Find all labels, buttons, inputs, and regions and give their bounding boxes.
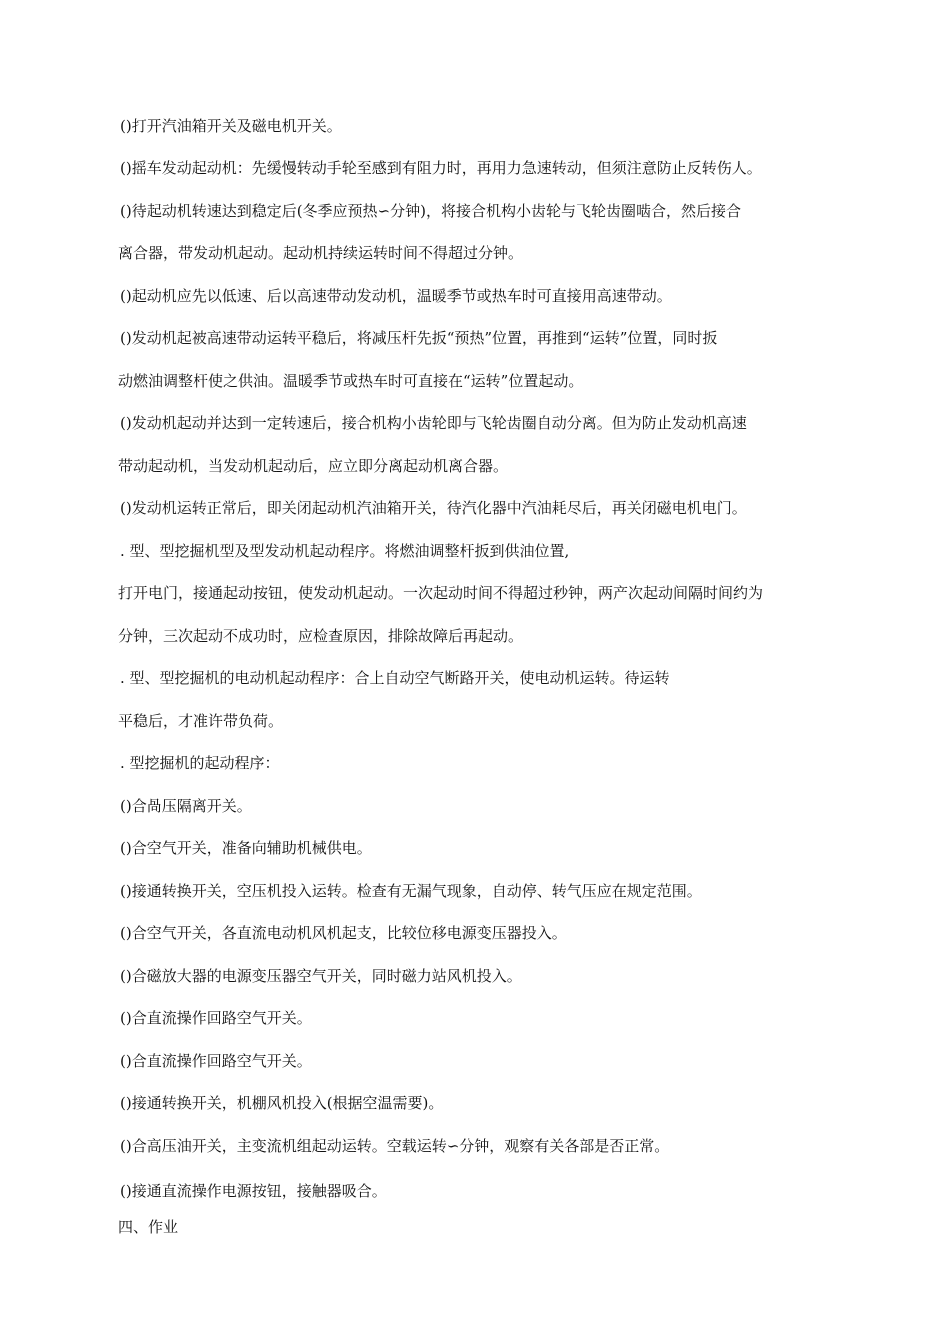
step-line: ()合咼压隔离开关。 [120, 797, 252, 815]
step-line: ()发动机起动并达到一定转速后，接合机构小齿轮即与飞轮齿圈自动分离。但为防止发动机高速 [120, 414, 747, 432]
step-line: ()合直流操作回路空气开关。 [120, 1052, 312, 1070]
step-line: ()发动机起被高速带动运转平稳后，将减压杆先扳“预热”位置，再推到“运转”位置，同时扳 [120, 329, 718, 347]
step-line: ()打开汽油箱开关及磁电机开关。 [120, 117, 342, 135]
step-line: ()起动机应先以低速、后以高速带动发动机，温暖季节或热车时可直接用高速带动。 [120, 287, 672, 305]
step-line: ()摇车发动起动机：先缓慢转动手轮至感到有阻力时，再用力急速转动，但须注意防止反转伤人。 [120, 159, 762, 177]
continuation-line: 离合器，带发动机起动。起动机持续运转时间不得超过分钟。 [118, 244, 524, 262]
step-line: ()合空气开关，准备向辅助机械供电。 [120, 839, 372, 857]
continuation-line: 分钟，三次起动不成功时，应检查原因，排除故障后再起动。 [118, 627, 524, 645]
continuation-line: 动燃油调整杆使之供油。温暖季节或热车时可直接在“运转”位置起动。 [118, 372, 584, 390]
section-line: . 型、型挖掘机的电动机起动程序：合上自动空气断路开关，使电动机运转。待运转 [120, 669, 670, 687]
section-line: . 型、型挖掘机型及型发动机起动程序。将燃油调整杆扳到供油位置, [120, 542, 570, 560]
step-line: ()待起动机转速达到稳定后(冬季应预热∽分钟)，将接合机构小齿轮与飞轮齿圈啮合，然后接合 [120, 202, 741, 220]
step-line: ()接通转换开关，机棚风机投入(根据空温需要)。 [120, 1094, 444, 1112]
step-line: ()合高压油开关，主变流机组起动运转。空载运转∽分钟，观察有关各部是否正常。 [120, 1137, 670, 1155]
step-line: ()合磁放大器的电源变压器空气开关，同时磁力站风机投入。 [120, 967, 522, 985]
step-line: ()合直流操作回路空气开关。 [120, 1009, 312, 1027]
continuation-line: 平稳后，才准许带负荷。 [118, 712, 284, 730]
section-line: . 型挖掘机的起动程序： [120, 754, 280, 772]
step-line: ()发动机运转正常后，即关闭起动机汽油箱开关，待汽化器中汽油耗尽后，再关闭磁电机电门。 [120, 499, 747, 517]
step-line: ()合空气开关，各直流电动机风机起支，比较位移电源变压器投入。 [120, 924, 567, 942]
continuation-line: 打开电门，接通起动按钮，使发动机起动。一次起动时间不得超过秒钟，两产次起动间隔时间约为 [118, 584, 764, 602]
step-line: ()接通转换开关，空压机投入运转。检查有无漏气现象，自动停、转气压应在规定范围。 [120, 882, 702, 900]
step-line: ()接通直流操作电源按钮，接触器吸合。 [120, 1182, 387, 1200]
section-heading: 四、作业 [118, 1218, 179, 1236]
continuation-line: 带动起动机，当发动机起动后，应立即分离起动机离合器。 [118, 457, 509, 475]
